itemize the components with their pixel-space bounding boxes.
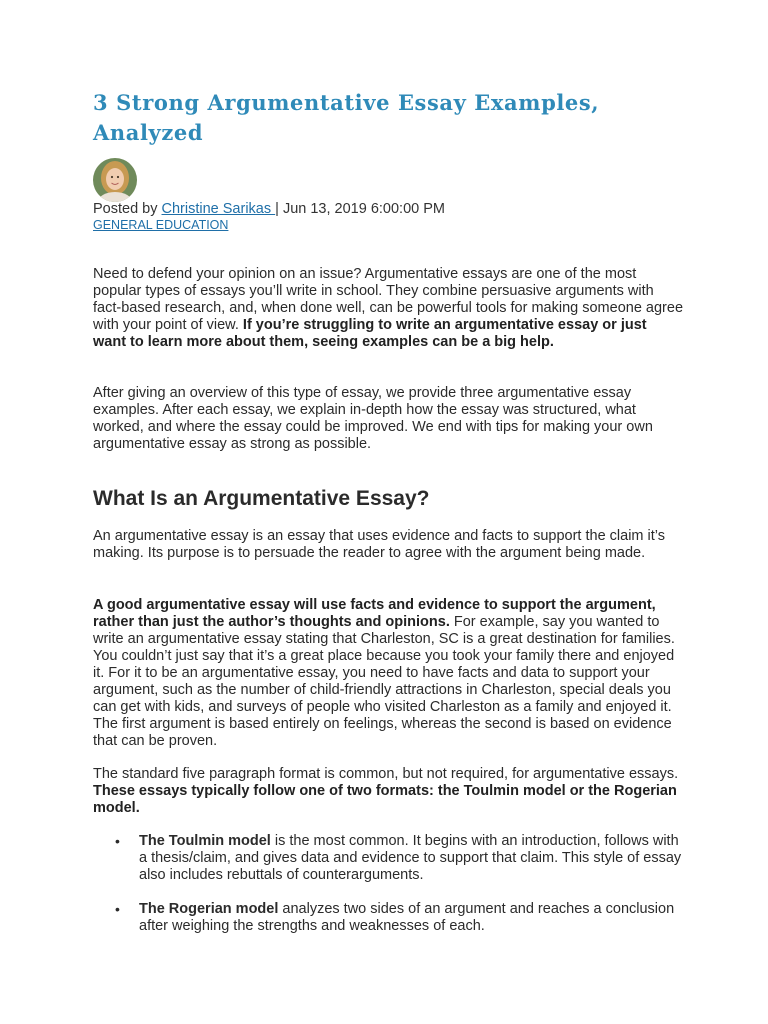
author-avatar[interactable] xyxy=(93,158,137,202)
post-meta xyxy=(93,201,445,218)
author-photo-icon xyxy=(93,158,137,202)
list-item-bold: The Rogerian model xyxy=(139,901,279,917)
author-link[interactable]: Christine Sarikas xyxy=(161,201,276,217)
section-p3-bold: These essays typically follow one of two formats: the Toulmin model or the Rogerian model. xyxy=(93,783,677,816)
section-paragraph-3 xyxy=(93,766,683,817)
category-link[interactable]: GENERAL EDUCATION xyxy=(93,218,229,232)
intro-p1-text: Need to defend your opinion on an issue? Argumentative essays are one of the most popular types of essays you’ll write in school. They combine persuasive arguments with fact-based research, and, when done well, can be powerful tools for making someone agree with your point of view. xyxy=(93,266,684,333)
section-p3-text: The standard five paragraph format is common, but not required, for argumentative essays. xyxy=(93,766,679,782)
section-paragraph-2 xyxy=(93,597,683,750)
intro-p1-bold: If you’re struggling to write an argumentative essay or just want to learn more about them, seeing examples can be a big help. xyxy=(93,317,647,350)
format-list xyxy=(93,833,683,884)
post-date: Jun 13, 2019 6:00:00 PM xyxy=(282,201,445,217)
section-heading: What Is an Argumentative Essay? xyxy=(93,487,430,510)
list-item-bold: The Toulmin model xyxy=(139,833,271,849)
format-list-2 xyxy=(93,901,683,935)
section-p2-bold: A good argumentative essay will use facts and evidence to support the argument, rather than just the author’s thoughts and opinions. xyxy=(93,597,656,630)
list-item-toulmin xyxy=(93,833,683,884)
section-paragraph-1: An argumentative essay is an essay that uses evidence and facts to support the claim it’s making. Its purpose is to persuade the reader to agree with the argument being made. xyxy=(93,528,665,561)
list-item-rogerian xyxy=(93,901,683,935)
list-item-text: is the most common. It begins with an introduction, follows with a thesis/claim, and gives data and evidence to support that claim. This style of essay also includes rebuttals of counterarguments. xyxy=(139,833,682,883)
list-item-text: analyzes two sides of an argument and reaches a conclusion after weighing the strengths and weaknesses of each. xyxy=(139,901,675,934)
section-p2-text: For example, say you wanted to write an argumentative essay stating that Charleston, SC is a great destination for families. You couldn’t just say that it’s a great place because you took your family there and enjoyed it. For it to be an argumentative essay, you need to have facts and data to support your argument, such as the number of child-friendly attractions in Charleston, special deals you can get with kids, and surveys of people who visited Charleston as a family and enjoyed it. The first argument is based entirely on feelings, whereas the second is based on evidence that can be proven. xyxy=(93,614,675,749)
date-separator: | xyxy=(275,201,283,217)
bullet-icon: • xyxy=(115,833,120,849)
bullet-icon: • xyxy=(115,901,120,917)
intro-paragraph-2: After giving an overview of this type of essay, we provide three argumentative essay examples. After each essay, we explain in-depth how the essay was structured, what worked, and where the essay could be improved. We end with tips for making your own argumentative essay as strong as possible. xyxy=(93,385,653,452)
article-title: 3 Strong Argumentative Essay Examples, Analyzed xyxy=(93,90,600,145)
posted-by-label: Posted by xyxy=(93,201,162,217)
intro-paragraph-1 xyxy=(93,266,683,351)
